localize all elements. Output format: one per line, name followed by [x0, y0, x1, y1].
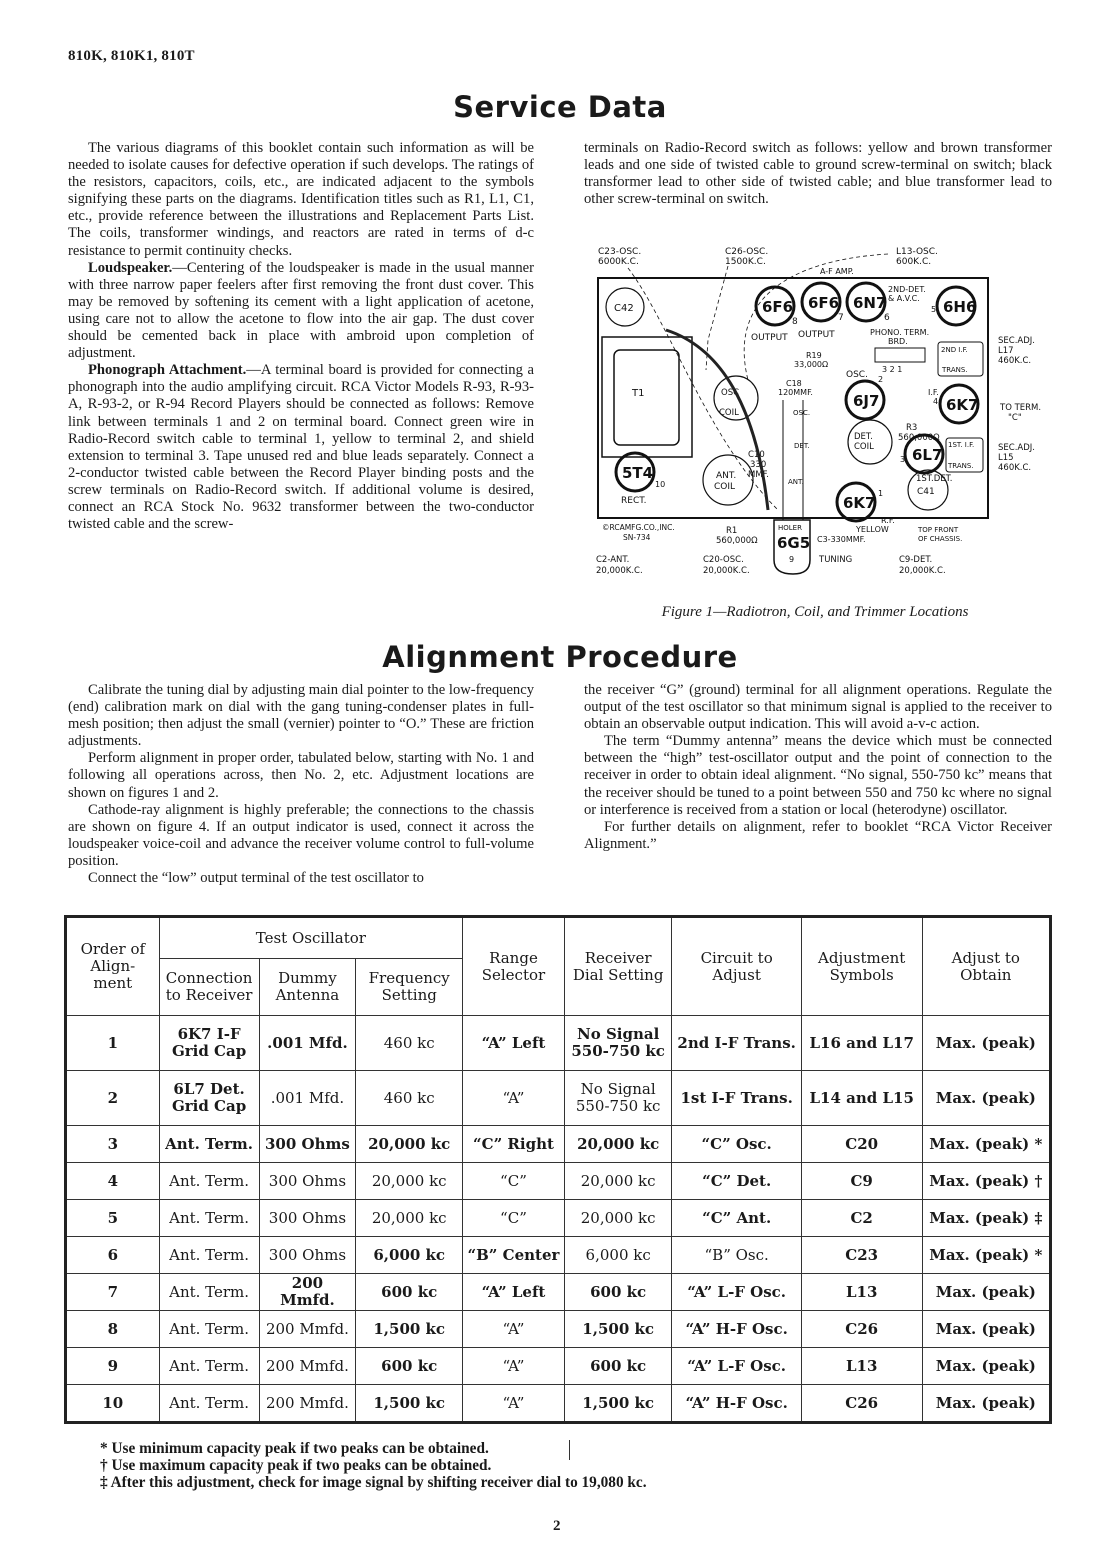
svg-text:6F6: 6F6: [762, 298, 794, 316]
intro-paragraph: The various diagrams of this booklet contain such information as will be needed to isolate causes for defective operation if such develops. The ratings of the resistors, capacitors, coils, etc., are indicated adjacent to the symbols signifying these parts on the diagrams. Identification titles such as R1, L1, C1, etc., provide reference between the illustrations and Replacement Parts List. The coils, transformer windings, and reactors are rated in terms of d-c resistance to permit continuity checks.: [68, 140, 534, 259]
cell-dial: 1,500 kc: [564, 1311, 672, 1348]
svg-text:10: 10: [655, 480, 666, 489]
svg-text:9: 9: [789, 555, 795, 564]
tube-6n7: [847, 283, 890, 323]
table-row: [66, 1385, 1051, 1423]
svg-text:6H6: 6H6: [943, 298, 977, 316]
c26-label: C26-OSC.: [725, 247, 769, 257]
cell-order: 1: [66, 1016, 160, 1071]
cell-symbols: L13: [801, 1348, 922, 1385]
cell-range: “A”: [463, 1348, 565, 1385]
cell-connection: 6L7 Det. Grid Cap: [159, 1071, 259, 1126]
phono-term-label: PHONO. TERM.: [870, 328, 930, 337]
rect-label: RECT.: [621, 496, 647, 506]
cell-symbols: C20: [801, 1126, 922, 1163]
cell-order: 6: [66, 1237, 160, 1274]
cell-dial: No Signal 550-750 kc: [564, 1071, 672, 1126]
header-range-selector: Range Selector: [463, 917, 565, 1016]
avc-label: & A.V.C.: [888, 294, 920, 303]
alignment-right-paragraph-1: the receiver “G” (ground) terminal for all alignment operations. Regulate the output of the test oscillator so that minimum signal is applied to the receiver to obtain an observable output indication. This will avoid a-v-c action.: [584, 682, 1052, 733]
cell-dummy: .001 Mfd.: [259, 1071, 356, 1126]
header-symbols: Adjustment Symbols: [801, 917, 922, 1016]
cell-connection: 6K7 I-F Grid Cap: [159, 1016, 259, 1071]
cell-order: 2: [66, 1071, 160, 1126]
table-row: [66, 1311, 1051, 1348]
sn-label: SN-734: [623, 533, 651, 542]
header-circuit: Circuit to Adjust: [672, 917, 801, 1016]
cell-range: “B” Center: [463, 1237, 565, 1274]
cell-symbols: C2: [801, 1200, 922, 1237]
cell-obtain: Max. (peak): [922, 1311, 1050, 1348]
table-row: [66, 1163, 1051, 1200]
alignment-right-paragraph-3: For further details on alignment, refer to booklet “RCA Victor Receiver Alignment.”: [584, 818, 1052, 852]
table-row: [66, 1126, 1051, 1163]
svg-text:6N7: 6N7: [853, 294, 887, 312]
cell-circuit: “C” Det.: [672, 1163, 801, 1200]
cell-dial: 600 kc: [564, 1274, 672, 1311]
cell-range: “A”: [463, 1071, 565, 1126]
cell-dummy: 200 Mmfd.: [259, 1274, 356, 1311]
c2-freq: 20,000K.C.: [596, 566, 643, 576]
cell-dial: 20,000 kc: [564, 1163, 672, 1200]
alignment-left-column: [68, 682, 534, 887]
cell-circuit: “A” L-F Osc.: [672, 1274, 801, 1311]
cell-symbols: L13: [801, 1274, 922, 1311]
svg-text:5T4: 5T4: [622, 464, 654, 482]
l17-freq: 460K.C.: [998, 356, 1032, 366]
cell-circuit: 1st I-F Trans.: [672, 1071, 801, 1126]
cell-frequency: 20,000 kc: [356, 1126, 463, 1163]
r1-label: R1: [726, 526, 738, 536]
cell-range: “C”: [463, 1163, 565, 1200]
header-test-oscillator: Test Oscillator: [159, 917, 463, 959]
r3-label: R3: [906, 423, 918, 433]
svg-text:MMF.: MMF.: [748, 470, 769, 480]
phonograph-paragraph: [68, 362, 534, 533]
table-row: [66, 1016, 1051, 1071]
cell-frequency: 20,000 kc: [356, 1200, 463, 1237]
cell-frequency: 600 kc: [356, 1274, 463, 1311]
cell-order: 8: [66, 1311, 160, 1348]
cell-circuit: “A” H-F Osc.: [672, 1385, 801, 1423]
r19-label: R19: [806, 351, 822, 360]
table-row: [66, 1274, 1051, 1311]
alignment-procedure-title: Alignment Procedure: [382, 640, 738, 674]
svg-text:"C": "C": [1008, 413, 1022, 423]
osc-label: OSC.: [846, 370, 868, 380]
alignment-paragraph-3: Cathode-ray alignment is highly preferable; the connections to the chassis are shown on figure 4. If an output indicator is used, connect it across the loudspeaker voice-coil and advance the receiver volume control to full-volume position.: [68, 801, 534, 869]
brd-label: BRD.: [888, 337, 908, 346]
cell-obtain: Max. (peak): [922, 1071, 1050, 1126]
cell-order: 7: [66, 1274, 160, 1311]
svg-text:2: 2: [878, 375, 884, 384]
cell-obtain: Max. (peak) *: [922, 1237, 1050, 1274]
cell-range: “A”: [463, 1385, 565, 1423]
footnote-asterisk: * Use minimum capacity peak if two peaks can be obtained.: [100, 1440, 489, 1457]
cell-dummy: .001 Mfd.: [259, 1016, 356, 1071]
cell-connection: Ant. Term.: [159, 1385, 259, 1423]
footnote-dagger: † Use maximum capacity peak if two peaks can be obtained.: [100, 1457, 492, 1474]
cell-range: “C”: [463, 1200, 565, 1237]
continuation-paragraph: terminals on Radio-Record switch as follows: yellow and brown transformer leads and one side of twisted cable to ground screw-terminal on switch; black transformer lead to other side of twisted cable; and blue transformer lead to other screw-terminal on switch.: [584, 140, 1052, 208]
loudspeaker-paragraph: [68, 260, 534, 363]
alignment-table: [64, 915, 1052, 1424]
tube-6g5: 6G5: [777, 534, 811, 552]
cell-dummy: 300 Ohms: [259, 1126, 356, 1163]
c20-label: C20-OSC.: [703, 555, 744, 565]
svg-text:TRANS.: TRANS.: [948, 462, 974, 470]
l13-freq: 600K.C.: [896, 257, 932, 267]
alignment-paragraph-2: Perform alignment in proper order, tabulated below, starting with No. 1 and following all operations across, then No. 2, etc. Adjustment locations are shown on figures 1 and 2.: [68, 750, 534, 801]
cell-circuit: “C” Ant.: [672, 1200, 801, 1237]
r1-value: 560,000Ω: [716, 536, 758, 546]
cell-dummy: 200 Mmfd.: [259, 1385, 356, 1423]
c26-freq: 1500K.C.: [725, 257, 766, 267]
cell-range: “C” Right: [463, 1126, 565, 1163]
tube-6h6: [931, 287, 976, 325]
c41-label: C41: [917, 487, 935, 497]
loudspeaker-heading: Loudspeaker.: [88, 259, 173, 276]
output-label-a: OUTPUT: [751, 333, 788, 343]
c9-freq: 20,000K.C.: [899, 566, 946, 576]
header-order: Order of Align- ment: [66, 917, 160, 1016]
model-numbers: 810K, 810K1, 810T: [68, 48, 195, 64]
rf-label: R.F.: [881, 516, 895, 525]
phonograph-text: —A terminal board is provided for connecting a phonograph into the audio amplifying circuit. RCA Victor Models R-93, R-93-A, R-93-2, or R-94 Record Players should be connected as follows: Remove link between terminals 1 and 2 on terminal board. Connect green wire in Radio-Record switch cable to terminal 1, yellow to terminal 2, and shield extension to terminal 3. Tape unused red and blue leads separately. Connect a 2-conductor twisted cable between the Record Player binding posts and the screw terminals on Radio-Record switch. If additional volume is desired, connect an RCA Stock No. 9632 transformer between the two-conductor twisted cable and the screw-: [68, 362, 534, 533]
svg-text:COIL: COIL: [719, 408, 739, 418]
cell-connection: Ant. Term.: [159, 1237, 259, 1274]
svg-text:L15: L15: [998, 453, 1014, 463]
loudspeaker-text: —Centering of the loudspeaker is made in the usual manner with three narrow paper feelers after first removing the front dust cover. This may be removed by softening its cement with a light application of acetone, using care not to allow the acetone to flow into the air gap. The dust cover should be cemented back in place with ambroid upon completion of adjustment.: [68, 259, 534, 362]
cell-obtain: Max. (peak): [922, 1274, 1050, 1311]
tuning-label: TUNING: [819, 555, 853, 565]
header-dial-setting: Receiver Dial Setting: [564, 917, 672, 1016]
header-frequency: Frequency Setting: [356, 959, 463, 1016]
cell-frequency: 460 kc: [356, 1016, 463, 1071]
service-data-right-column: [584, 140, 1052, 208]
r19-value: 33,000Ω: [794, 360, 829, 369]
cell-symbols: L14 and L15: [801, 1071, 922, 1126]
cell-obtain: Max. (peak): [922, 1385, 1050, 1423]
header-dummy-antenna: Dummy Antenna: [259, 959, 356, 1016]
second-det-label: 2ND-DET.: [888, 285, 926, 294]
cell-circuit: “C” Osc.: [672, 1126, 801, 1163]
second-if-label: 2ND I.F.: [941, 346, 968, 354]
svg-text:I.F.: I.F.: [928, 388, 939, 397]
cell-range: “A” Left: [463, 1274, 565, 1311]
table-row: [66, 1237, 1051, 1274]
trans-a-label: TRANS.: [942, 366, 968, 374]
c10-label: C10: [748, 450, 765, 460]
svg-text:5: 5: [931, 305, 937, 314]
output-label-b: OUTPUT: [798, 330, 835, 340]
cell-range: “A”: [463, 1311, 565, 1348]
first-det-label: 1ST.DET.: [916, 474, 953, 484]
svg-text:ANT.: ANT.: [788, 478, 804, 486]
t1-label: T1: [632, 388, 645, 399]
c23-freq: 6000K.C.: [598, 257, 639, 267]
top-front-label: TOP FRONT: [918, 526, 959, 534]
service-data-left-column: [68, 140, 534, 533]
to-term-label: TO TERM.: [1000, 403, 1042, 413]
figure-1-caption: Figure 1—Radiotron, Coil, and Trimmer Locations: [661, 604, 969, 620]
svg-text:8: 8: [792, 317, 798, 327]
holer-label: HOLER: [778, 524, 802, 532]
cell-order: 10: [66, 1385, 160, 1423]
svg-text:OF CHASSIS.: OF CHASSIS.: [918, 535, 963, 543]
cell-dial: 20,000 kc: [564, 1200, 672, 1237]
sec-adj-l17: SEC.ADJ.: [998, 336, 1035, 346]
cell-obtain: Max. (peak) *: [922, 1126, 1050, 1163]
header-obtain: Adjust to Obtain: [922, 917, 1050, 1016]
c9-label: C9-DET.: [899, 555, 933, 565]
c18-label: C18: [786, 379, 802, 388]
cell-order: 9: [66, 1348, 160, 1385]
alignment-paragraph-4: Connect the “low” output terminal of the test oscillator to: [88, 870, 424, 887]
tube-5t4: [616, 453, 665, 491]
copyright-label: ©RCAMFG.CO.,INC.: [602, 523, 675, 532]
cell-range: “A” Left: [463, 1016, 565, 1071]
c3-label: C3-330MMF.: [817, 535, 866, 544]
tube-6j7: [846, 375, 884, 419]
c20-freq: 20,000K.C.: [703, 566, 750, 576]
cell-frequency: 6,000 kc: [356, 1237, 463, 1274]
phonograph-heading: Phonograph Attachment.: [88, 362, 247, 379]
cell-symbols: C26: [801, 1385, 922, 1423]
cell-frequency: 1,500 kc: [356, 1311, 463, 1348]
cell-symbols: C9: [801, 1163, 922, 1200]
l13-label: L13-OSC.: [896, 247, 938, 257]
cell-frequency: 460 kc: [356, 1071, 463, 1126]
svg-text:6L7: 6L7: [912, 446, 943, 464]
cell-connection: Ant. Term.: [159, 1348, 259, 1385]
cell-dummy: 200 Mmfd.: [259, 1311, 356, 1348]
c2-label: C2-ANT.: [596, 555, 630, 565]
svg-text:DET.: DET.: [794, 442, 810, 450]
cell-dummy: 300 Ohms: [259, 1237, 356, 1274]
first-if-label: 1ST. I.F.: [948, 441, 975, 449]
svg-text:6: 6: [884, 313, 890, 323]
service-data-title: Service Data: [453, 90, 667, 124]
tube-6f6-7: [802, 283, 844, 323]
cell-frequency: 600 kc: [356, 1348, 463, 1385]
cell-obtain: Max. (peak): [922, 1016, 1050, 1071]
alignment-right-paragraph-2: The term “Dummy antenna” means the device which must be connected between the “high” test-oscillator output and the point of connection to the receiver in order to obtain ideal alignment. “No signal, 550-750 kc” means that the receiver should be tuned to a point between 550 and 750 kc where no signal or interference is received from a station or local (heterodyne) oscillator.: [584, 733, 1052, 818]
page-number: 2: [553, 1518, 561, 1534]
cell-symbols: L16 and L17: [801, 1016, 922, 1071]
cell-connection: Ant. Term.: [159, 1200, 259, 1237]
svg-text:4: 4: [933, 397, 939, 406]
alignment-right-column: [584, 682, 1052, 853]
cell-order: 5: [66, 1200, 160, 1237]
svg-text:330: 330: [750, 460, 767, 470]
r3-value: 560,000Ω: [898, 433, 940, 443]
yellow-label: YELLOW: [856, 525, 889, 534]
cell-connection: Ant. Term.: [159, 1311, 259, 1348]
svg-text:COIL: COIL: [714, 482, 736, 492]
alignment-paragraph-1: Calibrate the tuning dial by adjusting main dial pointer to the low-frequency (end) calibration mark on dial with the gang tuning-condenser plates in full-mesh position; then adjust the small (vernier) pointer to “O.” These are friction adjustments.: [68, 682, 534, 750]
sec-adj-l15: SEC.ADJ.: [998, 443, 1035, 453]
cell-dial: 6,000 kc: [564, 1237, 672, 1274]
cell-order: 4: [66, 1163, 160, 1200]
osc-coil-label: OSC: [721, 388, 740, 398]
cell-obtain: Max. (peak) ‡: [922, 1200, 1050, 1237]
cell-circuit: “A” L-F Osc.: [672, 1348, 801, 1385]
cell-order: 3: [66, 1126, 160, 1163]
cell-connection: Ant. Term.: [159, 1274, 259, 1311]
cell-dial: 1,500 kc: [564, 1385, 672, 1423]
cell-circuit: “A” H-F Osc.: [672, 1311, 801, 1348]
terminal-numbers: 3 2 1: [882, 365, 903, 374]
cell-connection: Ant. Term.: [159, 1163, 259, 1200]
af-amp-label: A-F AMP.: [820, 267, 854, 276]
svg-text:6K7: 6K7: [843, 494, 876, 512]
cell-frequency: 20,000 kc: [356, 1163, 463, 1200]
cell-dial: 20,000 kc: [564, 1126, 672, 1163]
l17-label: L17: [998, 346, 1014, 356]
cell-dummy: 200 Mmfd.: [259, 1348, 356, 1385]
tube-6f6-8: [756, 287, 798, 327]
cell-circuit: “B” Osc.: [672, 1237, 801, 1274]
c18-value: 120MMF.: [778, 388, 813, 397]
svg-text:6F6: 6F6: [808, 294, 840, 312]
c23-label: C23-OSC.: [598, 247, 642, 257]
cell-frequency: 1,500 kc: [356, 1385, 463, 1423]
table-footnotes: [100, 1440, 647, 1491]
table-row: [66, 1071, 1051, 1126]
cell-connection: Ant. Term.: [159, 1126, 259, 1163]
cell-symbols: C23: [801, 1237, 922, 1274]
svg-text:1: 1: [878, 489, 884, 498]
svg-text:460K.C.: 460K.C.: [998, 463, 1032, 473]
svg-text:6J7: 6J7: [853, 392, 880, 410]
table-row: [66, 1348, 1051, 1385]
cell-symbols: C26: [801, 1311, 922, 1348]
cell-obtain: Max. (peak) †: [922, 1163, 1050, 1200]
svg-text:OSC.: OSC.: [793, 409, 811, 417]
cell-obtain: Max. (peak): [922, 1348, 1050, 1385]
svg-text:7: 7: [838, 313, 844, 323]
table-row: [66, 1200, 1051, 1237]
figure-1-diagram: [588, 240, 1058, 580]
footnote-double-dagger: ‡ After this adjustment, check for image signal by shifting receiver dial to 19,080 kc.: [100, 1474, 647, 1491]
cell-dial: No Signal 550-750 kc: [564, 1016, 672, 1071]
cell-circuit: 2nd I-F Trans.: [672, 1016, 801, 1071]
svg-text:3: 3: [900, 455, 906, 464]
c42-label: C42: [614, 303, 634, 314]
tube-6k7-rf: [837, 483, 883, 521]
svg-text:6K7: 6K7: [946, 396, 979, 414]
cell-dummy: 300 Ohms: [259, 1200, 356, 1237]
cell-dial: 600 kc: [564, 1348, 672, 1385]
ant-coil-label: ANT.: [716, 471, 737, 481]
svg-text:COIL: COIL: [854, 442, 874, 452]
cell-dummy: 300 Ohms: [259, 1163, 356, 1200]
header-connection: Connection to Receiver: [159, 959, 259, 1016]
det-coil-label: DET.: [854, 432, 873, 442]
tube-6k7-if: [928, 385, 979, 423]
